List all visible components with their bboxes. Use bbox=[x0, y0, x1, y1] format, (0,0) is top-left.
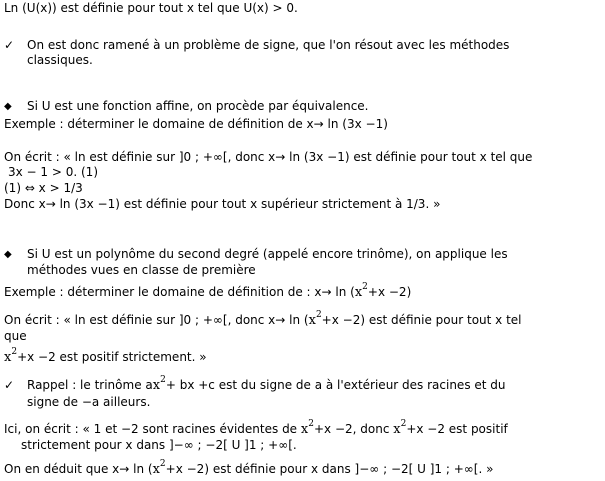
exponent: 2 bbox=[11, 346, 18, 357]
reminder-text: Rappel : le trinôme a bbox=[27, 378, 153, 392]
roots-text: Ici, on écrit : « 1 et −2 sont racines évidentes de bbox=[4, 422, 301, 436]
x-base: x bbox=[308, 313, 316, 328]
definition-line: Ln (U(x)) est définie pour tout x tel que U(x) > 0. bbox=[4, 1, 298, 15]
check-icon: ✓ bbox=[4, 38, 15, 52]
example-text: Exemple : déterminer le domaine de définition de : x→ ln ( bbox=[4, 285, 355, 299]
affine-equivalence: (1) ⇔ x > 1/3 bbox=[4, 181, 83, 195]
affine-case-title: Si U est une fonction affine, on procède par équivalence. bbox=[27, 99, 369, 113]
x-base: x bbox=[152, 462, 160, 477]
x-squared bbox=[4, 346, 18, 365]
diamond-bullet-icon: ◆ bbox=[4, 101, 12, 112]
affine-conclusion: Donc x→ ln (3x −1) est définie pour tout x supérieur strictement à 1/3. » bbox=[4, 197, 441, 211]
exponent: 2 bbox=[308, 418, 314, 429]
method-note-line2: classiques. bbox=[27, 53, 93, 67]
roots-text-end: +x −2 est positif bbox=[406, 422, 508, 436]
x-base: x bbox=[354, 285, 363, 300]
exponent: 2 bbox=[315, 309, 322, 320]
x-squared bbox=[308, 309, 322, 328]
x-squared bbox=[393, 418, 407, 437]
quadratic-writing-line2: que bbox=[4, 329, 27, 343]
diamond-bullet-icon: ◆ bbox=[4, 249, 12, 260]
affine-example: Exemple : déterminer le domaine de définition de x→ ln (3x −1) bbox=[4, 117, 388, 131]
x-base: x bbox=[4, 350, 12, 365]
reminder-line2: signe de −a ailleurs. bbox=[27, 395, 151, 409]
method-note-line1: On est donc ramené à un problème de signe, que l'on résout avec les méthodes bbox=[27, 38, 510, 52]
x-base: x bbox=[300, 422, 309, 437]
reminder-line1 bbox=[27, 374, 506, 393]
x-squared bbox=[300, 418, 314, 437]
quadratic-writing-line1 bbox=[4, 309, 522, 328]
affine-inequality: 3x − 1 > 0. (1) bbox=[8, 165, 98, 179]
quadratic-case-title-line1: Si U est un polynôme du second degré (appelé encore trinôme), on applique les bbox=[27, 247, 508, 261]
final-conclusion bbox=[4, 458, 494, 477]
roots-text-mid: +x −2, donc bbox=[313, 422, 394, 436]
exponent: 2 bbox=[160, 374, 166, 385]
quadratic-case-title-line2: méthodes vues en classe de première bbox=[27, 263, 256, 277]
quadratic-example bbox=[4, 281, 412, 300]
conclusion-text-end: +x −2) est définie pour x dans ]−∞ ; −2[ U ]1 ; +∞[. » bbox=[165, 462, 494, 476]
writing-text-end: +x −2 est positif strictement. » bbox=[17, 350, 207, 364]
x-squared bbox=[354, 281, 368, 300]
reminder-text-end: + bx +c est du signe de a à l'extérieur des racines et du bbox=[165, 378, 506, 392]
x-squared bbox=[152, 458, 166, 477]
example-text-end: +x −2) bbox=[367, 285, 412, 299]
writing-text-end: +x −2) est définie pour tout x tel bbox=[321, 313, 522, 327]
exponent: 2 bbox=[400, 418, 407, 429]
affine-writing-line1: On écrit : « ln est définie sur ]0 ; +∞[, donc x→ ln (3x −1) est définie pour tout x tel que bbox=[4, 150, 533, 164]
roots-line1 bbox=[4, 418, 508, 437]
check-icon: ✓ bbox=[4, 378, 15, 392]
x-base: x bbox=[152, 378, 161, 393]
x-squared bbox=[152, 374, 166, 393]
x-base: x bbox=[393, 422, 401, 437]
exponent: 2 bbox=[362, 281, 368, 292]
conclusion-text: On en déduit que x→ ln ( bbox=[4, 462, 153, 476]
writing-text: On écrit : « ln est définie sur ]0 ; +∞[, donc x→ ln ( bbox=[4, 313, 309, 327]
quadratic-writing-line3 bbox=[4, 346, 207, 365]
roots-line2: strictement pour x dans ]−∞ ; −2[ U ]1 ; +∞[. bbox=[21, 438, 297, 452]
exponent: 2 bbox=[159, 458, 166, 469]
